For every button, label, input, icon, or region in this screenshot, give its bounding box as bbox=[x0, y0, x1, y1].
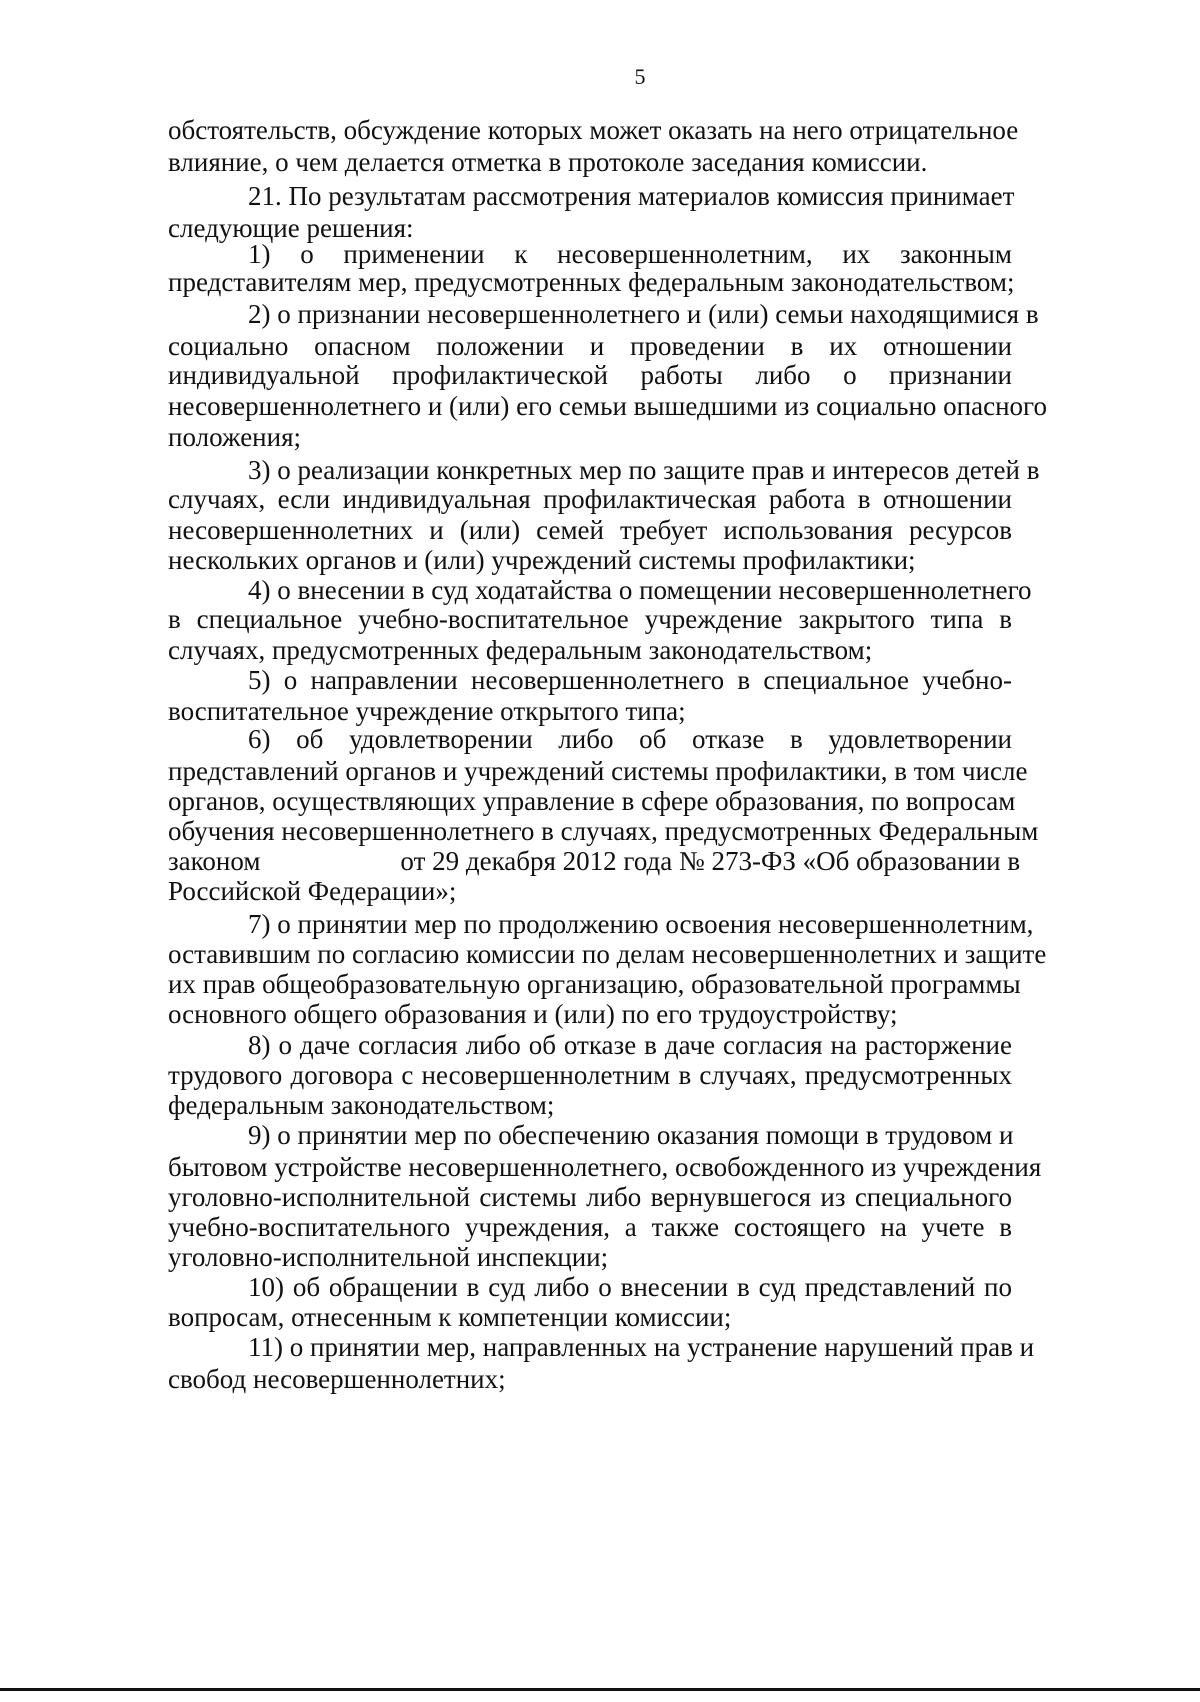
text-line: 21. По результатам рассмотрения материалов комиссия принимает bbox=[248, 181, 1015, 211]
text-line: несовершеннолетнего и (или) его семьи вышедшими из социально опасного bbox=[168, 391, 1047, 421]
text-line: нескольких органов и (или) учреждений системы профилактики; bbox=[168, 545, 916, 575]
text-line bbox=[168, 845, 1021, 877]
text-line: уголовно-исполнительной инспекции; bbox=[168, 1242, 609, 1272]
text-line: положения; bbox=[168, 422, 301, 452]
text-line: федеральным законодательством; bbox=[168, 1090, 555, 1120]
text-line: вопросам, отнесенным к компетенции комиссии; bbox=[168, 1302, 732, 1332]
text-line: уголовно-исполнительной системы либо вернувшегося из специального bbox=[168, 1182, 1012, 1212]
text-line: их прав общеобразовательную организацию, образовательной программы bbox=[168, 969, 1021, 999]
text-line: следующие решения: bbox=[168, 213, 414, 243]
text-line: в специальное учебно-воспитательное учреждение закрытого типа в bbox=[168, 604, 1012, 634]
text-line: оставившим по согласию комиссии по делам несовершеннолетних и защите bbox=[168, 939, 1047, 969]
text-line: 7) о принятии мер по продолжению освоения несовершеннолетним, bbox=[248, 909, 1034, 939]
text-line: 5) о направлении несовершеннолетнего в специальное учебно- bbox=[248, 665, 1012, 695]
text-line: индивидуальной профилактической работы либо о признании bbox=[168, 360, 1012, 390]
text-line: несовершеннолетних и (или) семей требует использования ресурсов bbox=[168, 515, 1012, 545]
text-line: 2) о признании несовершеннолетнего и (или) семьи находящимися в bbox=[248, 299, 1039, 329]
text-line: учебно-воспитательного учреждения, а также состоящего на учете в bbox=[168, 1212, 1012, 1242]
text-line: влияние, о чем делается отметка в протоколе заседания комиссии. bbox=[168, 147, 928, 177]
text-line: 6) об удовлетворении либо об отказе в удовлетворении bbox=[248, 724, 1012, 754]
text-line: 1) о применении к несовершеннолетним, их законным bbox=[248, 239, 1012, 269]
text-line: 8) о даче согласия либо об отказе в даче согласия на расторжение bbox=[248, 1030, 1012, 1060]
text-span: от 29 декабря 2012 года № 273-ФЗ «Об образовании в bbox=[400, 846, 1021, 876]
text-line: представлений органов и учреждений системы профилактики, в том числе bbox=[168, 756, 1028, 786]
text-line: социально опасном положении и проведении в их отношении bbox=[168, 331, 1012, 361]
text-line: 10) об обращении в суд либо о внесении в суд представлений по bbox=[248, 1272, 1012, 1302]
text-line: случаях, предусмотренных федеральным законодательством; bbox=[168, 635, 873, 665]
page-number: 5 bbox=[634, 64, 646, 89]
text-line: органов, осуществляющих управление в сфере образования, по вопросам bbox=[168, 786, 1016, 816]
text-line: представителям мер, предусмотренных федеральным законодательством; bbox=[168, 267, 1015, 297]
text-line: 3) о реализации конкретных мер по защите прав и интересов детей в bbox=[248, 455, 1040, 485]
text-line: бытовом устройстве несовершеннолетнего, освобожденного из учреждения bbox=[168, 1152, 1042, 1182]
text-line: трудового договора с несовершеннолетним в случаях, предусмотренных bbox=[168, 1060, 1012, 1090]
text-line: 9) о принятии мер по обеспечению оказания помощи в трудовом и bbox=[248, 1120, 1014, 1150]
text-line: свобод несовершеннолетних; bbox=[168, 1364, 506, 1394]
scan-edge-rule bbox=[0, 1688, 1200, 1691]
text-line: воспитательное учреждение открытого типа; bbox=[168, 696, 686, 726]
text-line: Российской Федерации»; bbox=[168, 876, 457, 906]
text-line: обучения несовершеннолетнего в случаях, предусмотренных Федеральным bbox=[168, 816, 1039, 846]
text-line: основного общего образования и (или) по его трудоустройству; bbox=[168, 999, 898, 1029]
text-line: случаях, если индивидуальная профилактическая работа в отношении bbox=[168, 484, 1012, 514]
text-line: 4) о внесении в суд ходатайства о помещении несовершеннолетнего bbox=[248, 575, 1032, 605]
text-span: законом bbox=[168, 846, 261, 876]
text-line: 11) о принятии мер, направленных на устранение нарушений прав и bbox=[248, 1332, 1035, 1362]
text-line: обстоятельств, обсуждение которых может оказать на него отрицательное bbox=[168, 115, 1019, 145]
